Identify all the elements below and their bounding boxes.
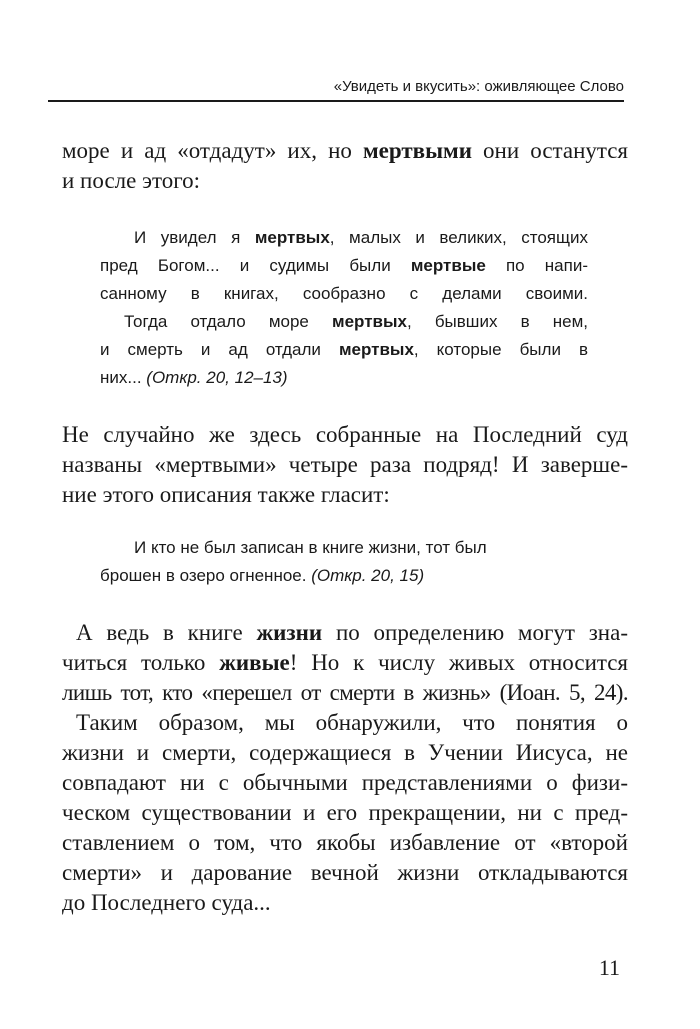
paragraph-4	[62, 708, 628, 918]
text-line: Не случайно же здесь собранные на Последний суд	[62, 422, 628, 447]
text-line: море и ад «отдадут» их, но мертвыми они останутся	[62, 138, 628, 163]
text-line: совпадают ни с обычными представлениями о физи-	[62, 770, 628, 795]
text-line: жизни и смерти, содержащиеся в Учении Иисуса, не	[62, 740, 628, 765]
scripture-quote-1	[100, 224, 588, 392]
text-line: них... (Откр. 20, 12–13)	[100, 368, 288, 387]
text-line: названы «мертвыми» четыре раза подряд! И заверше-	[62, 452, 628, 477]
page-number: 11	[598, 955, 620, 980]
scripture-reference: (Откр. 20, 15)	[311, 566, 425, 585]
text-line: и смерть и ад отдали мертвых, которые были в	[100, 340, 588, 359]
text-line: читься только живые! Но к числу живых относится	[62, 650, 628, 675]
text-line: пред Богом... и судимы были мертвые по напи-	[100, 256, 589, 275]
paragraph-3	[62, 618, 628, 708]
paragraph-2	[62, 420, 628, 510]
paragraph-1	[62, 136, 628, 196]
scripture-reference: (Откр. 20, 12–13)	[146, 368, 288, 387]
scripture-quote-2	[100, 534, 588, 590]
text-line: И увидел я мертвых, малых и великих, стоящих	[134, 228, 589, 247]
text-line: А ведь в книге жизни по определению могут зна-	[76, 620, 628, 645]
text-line: ческом существовании и его прекращении, ни с пред-	[62, 800, 628, 825]
text-line: брошен в озеро огненное. (Откр. 20, 15)	[100, 566, 425, 585]
text-line: санному в книгах, сообразно с делами своими.	[100, 284, 588, 303]
text-line: Таким образом, мы обнаружили, что понятия о	[76, 710, 628, 735]
text-line: Тогда отдало море мертвых, бывших в нем,	[124, 312, 588, 331]
text-line: ставлением о том, что якобы избавление от «второй	[62, 830, 628, 855]
header-rule	[48, 100, 624, 102]
text-line: смерти» и дарование вечной жизни откладываются	[62, 860, 628, 885]
text-line: И кто не был записан в книге жизни, тот был	[134, 538, 487, 557]
running-header: «Увидеть и вкусить»: оживляющее Слово	[333, 78, 624, 95]
text-line: и после этого:	[62, 168, 200, 193]
text-line: ние этого описания также гласит:	[62, 482, 390, 507]
text-line: до Последнего суда...	[62, 890, 271, 915]
text-line: лишь тот, кто «перешел от смерти в жизнь» (Иоан. 5, 24).	[62, 680, 628, 705]
